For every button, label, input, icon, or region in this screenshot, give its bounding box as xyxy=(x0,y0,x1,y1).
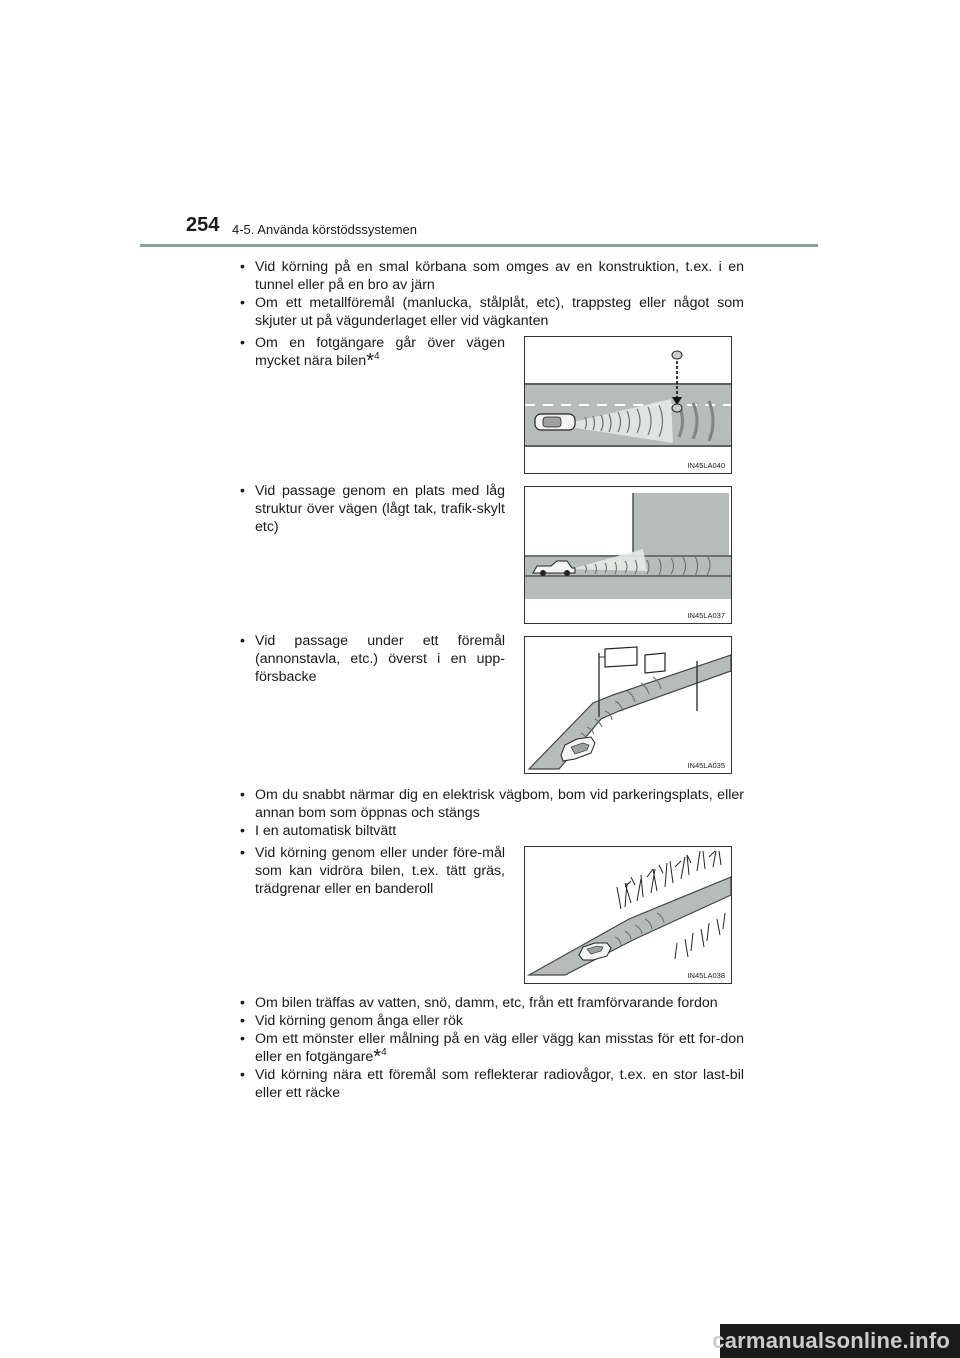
pedestrian-figure xyxy=(524,336,732,474)
list-item: • Vid körning på en smal körbana som omges av en konstruktion, t.ex. i en tunnel eller på en bro av järn xyxy=(237,258,744,294)
list-item: • Om du snabbt närmar dig en elektrisk vägbom, bom vid parkeringsplats, eller annan bom som öppnas och stängs xyxy=(237,786,744,822)
figure-code: IN45LA040 xyxy=(687,461,725,470)
grass-figure xyxy=(524,846,732,984)
header-rule xyxy=(140,244,818,247)
low-structure-figure xyxy=(524,486,732,624)
list-item xyxy=(237,632,505,686)
footnote-number: 4 xyxy=(381,1047,387,1058)
item-text: • Vid passage genom en plats med låg struktur över vägen (lågt tak, trafik-skylt etc) xyxy=(237,482,505,536)
list-item: • I en automatisk biltvätt xyxy=(237,822,744,840)
middle-bullet-list xyxy=(237,786,744,840)
section-title: 4-5. Använda körstödssystemen xyxy=(232,222,417,237)
watermark xyxy=(712,1324,960,1358)
uphill-sign-figure xyxy=(524,636,732,774)
footnote-star: * xyxy=(373,1046,382,1068)
item-text: Om en fotgängare går över vägen mycket nära bilen xyxy=(255,335,505,369)
item-text: • Vid körning genom eller under före-mål som kan vidröra bilen, t.ex. tätt gräs, trädgrenar eller en banderoll xyxy=(237,844,505,898)
list-item: • Vid körning nära ett föremål som reflekterar radiovågor, t.ex. en stor last-bil eller ett räcke xyxy=(237,1066,744,1102)
page-number: 254 xyxy=(186,214,220,236)
list-item xyxy=(237,482,505,536)
list-item: • Vid körning genom ånga eller rök xyxy=(237,1012,744,1030)
figure-code: IN45LA035 xyxy=(687,761,725,770)
item-text: • Vid passage under ett föremål (annonstavla, etc.) överst i en upp-försbacke xyxy=(237,632,505,686)
list-item xyxy=(237,1030,744,1066)
list-item: • Om bilen träffas av vatten, snö, damm, etc, från ett framförvarande fordon xyxy=(237,994,744,1012)
item-text: Om ett mönster eller målning på en väg eller vägg kan misstas för ett for-don eller en fotgängare xyxy=(255,1031,744,1065)
figure-code: IN45LA037 xyxy=(687,611,725,620)
final-bullet-list xyxy=(237,994,744,1102)
footnote-number: 4 xyxy=(373,351,380,362)
list-item xyxy=(237,334,505,370)
watermark-text: carmanualsonline.info xyxy=(712,1328,950,1353)
intro-bullet-list xyxy=(237,258,744,330)
list-item xyxy=(237,844,505,898)
figure-code: IN45LA038 xyxy=(687,971,725,980)
footnote-star: * xyxy=(366,350,374,372)
list-item: • Om ett metallföremål (manlucka, stålplåt, etc), trappsteg eller något som skjuter ut på vägunderlaget eller vid vägkanten xyxy=(237,294,744,330)
